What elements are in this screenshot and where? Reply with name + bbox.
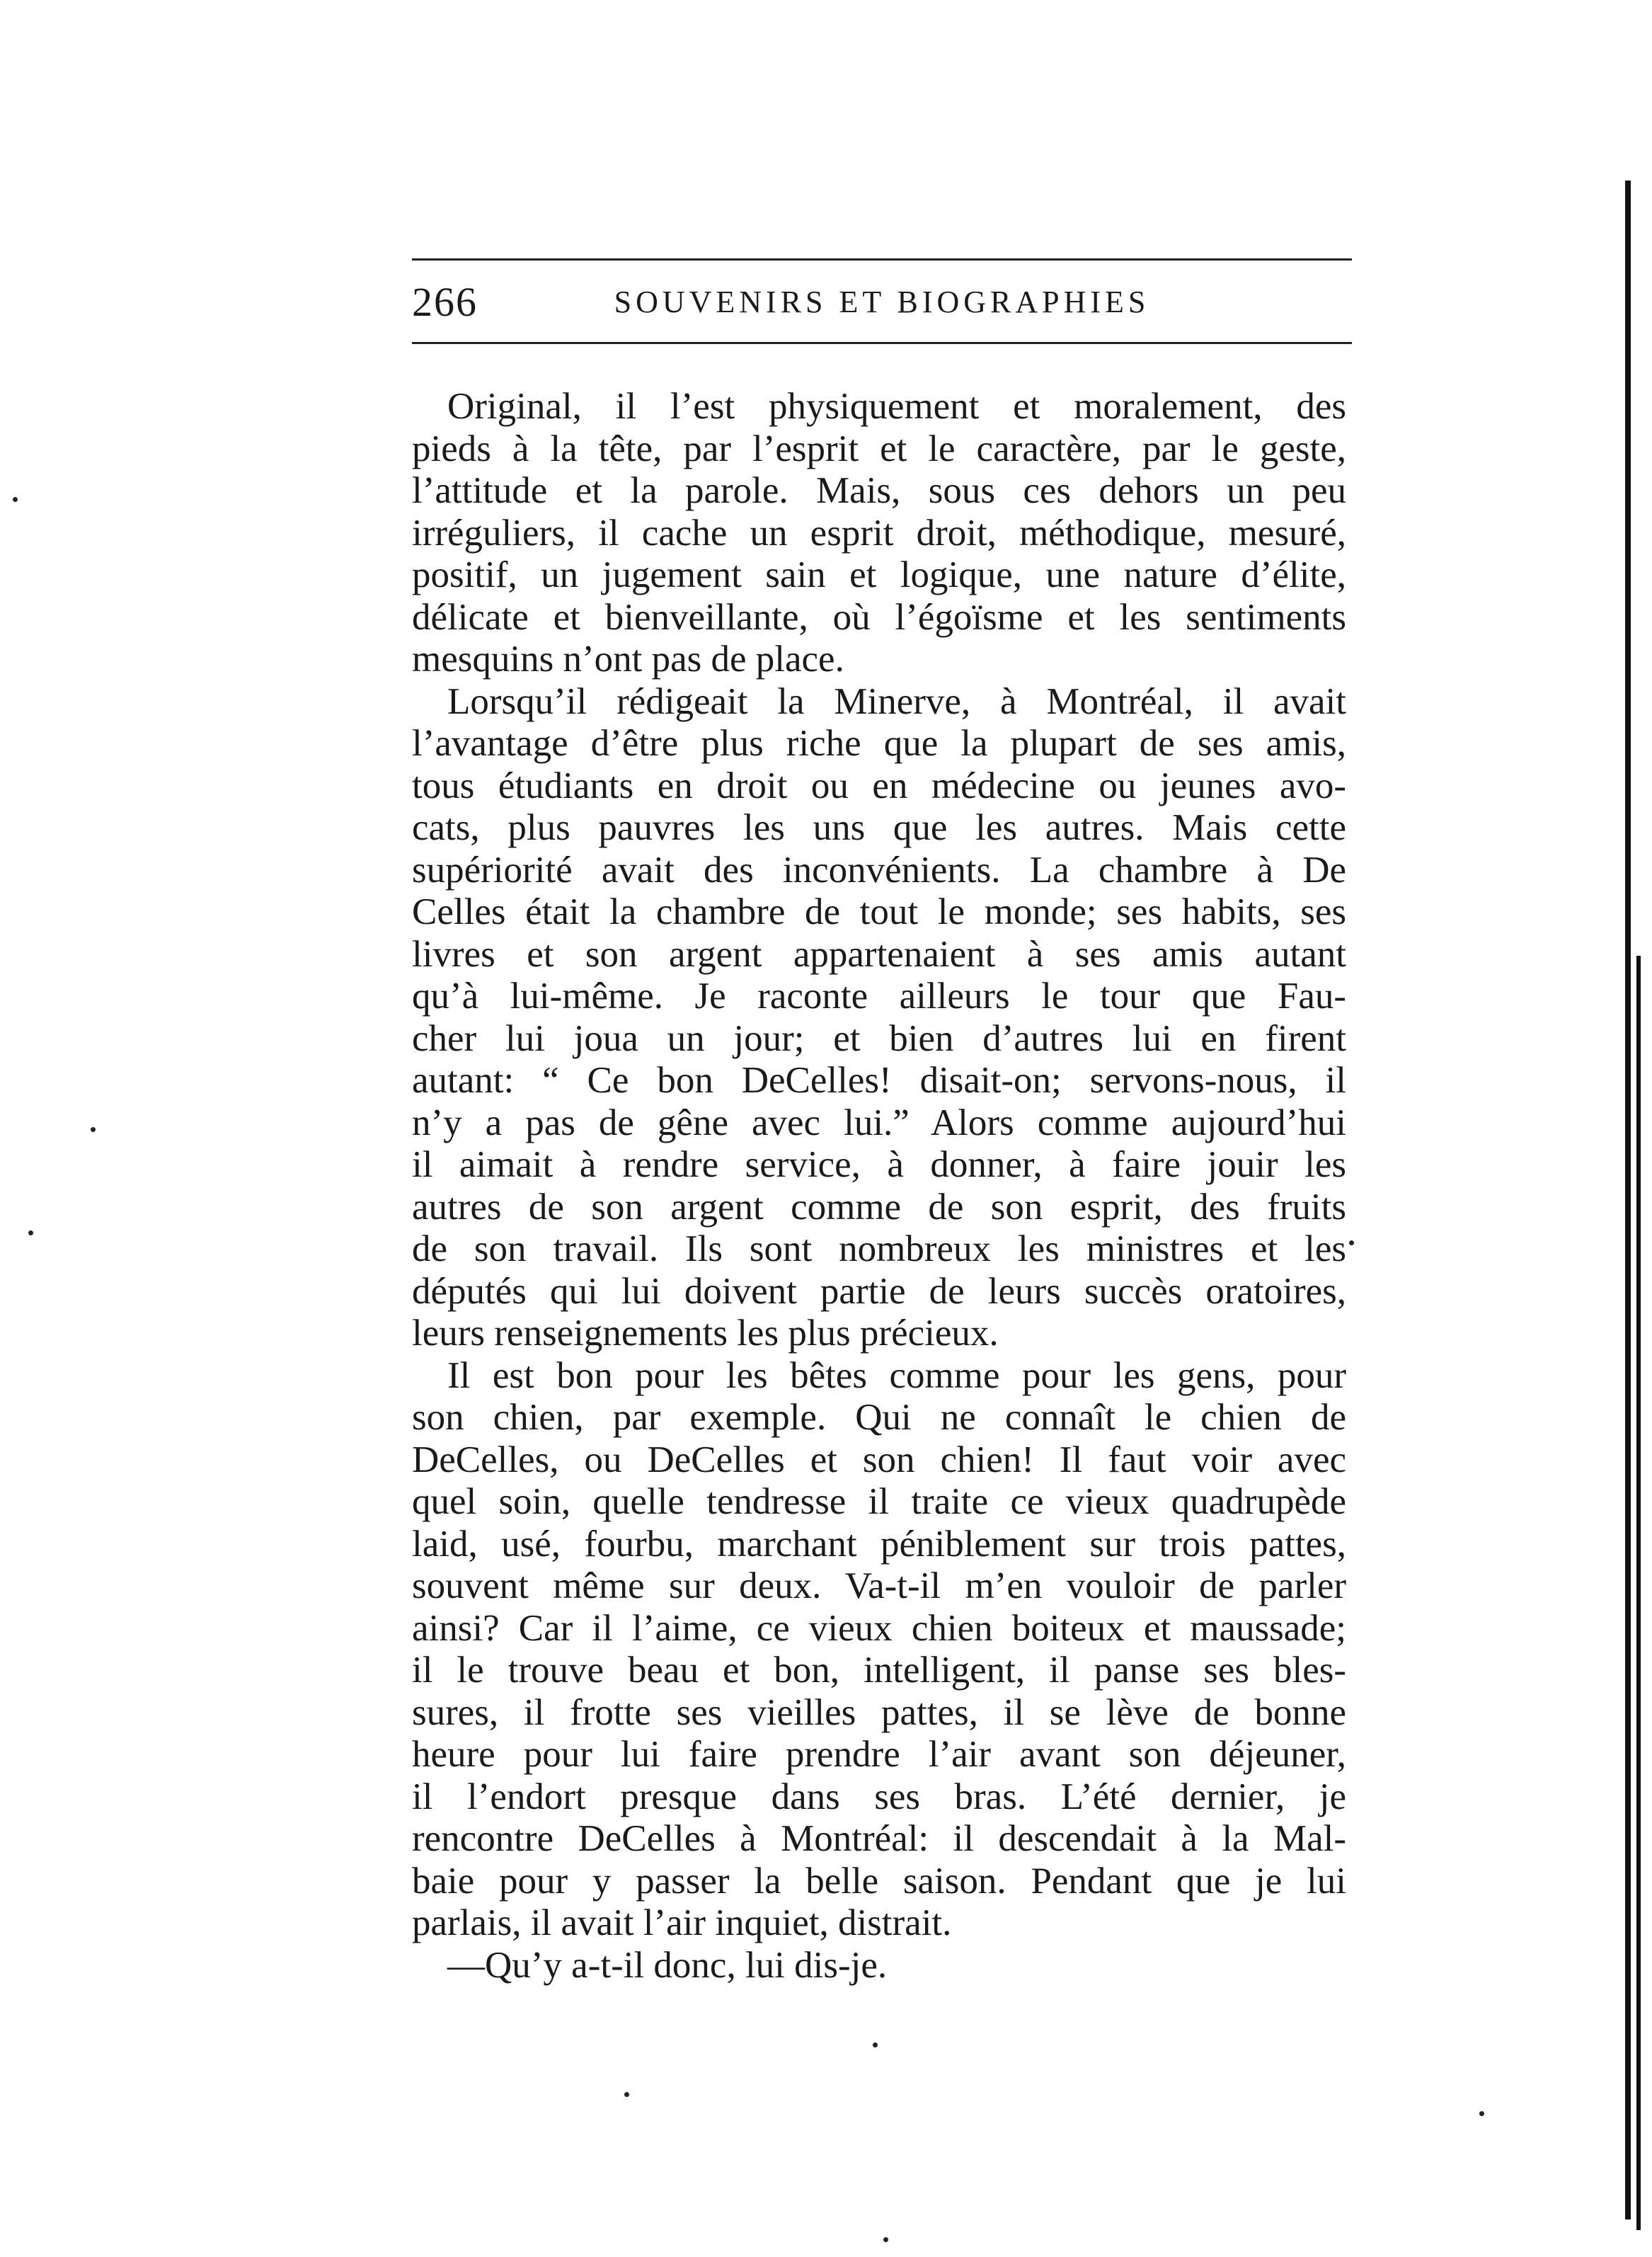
text-line: leurs renseignements les plus précieux. bbox=[412, 1313, 999, 1354]
scan-edge-bar bbox=[1636, 956, 1641, 2230]
text-line: souvent même sur deux. Va-t-il m’en vouloir de parler bbox=[412, 1565, 1346, 1606]
text-line: il aimait à rendre service, à donner, à faire jouir les bbox=[412, 1144, 1346, 1185]
text-line: l’attitude et la parole. Mais, sous ces dehors un peu bbox=[412, 470, 1346, 511]
header-rule-top bbox=[412, 258, 1352, 261]
scan-speck bbox=[28, 1230, 33, 1235]
scan-speck bbox=[91, 1127, 96, 1132]
text-line: Il est bon pour les bêtes comme pour les gens, pour bbox=[447, 1354, 1346, 1396]
text-line: délicate et bienveillante, où l’égoïsme et les sentiments bbox=[412, 596, 1346, 638]
text-line: rencontre DeCelles à Montréal: il descendait à la Mal- bbox=[412, 1818, 1346, 1859]
text-line: supériorité avait des inconvénients. La chambre à De bbox=[412, 849, 1346, 891]
scan-speck bbox=[873, 2042, 878, 2047]
text-line: ainsi? Car il l’aime, ce vieux chien boiteux et maussade; bbox=[412, 1607, 1346, 1649]
scan-speck bbox=[624, 2092, 629, 2097]
text-line: Original, il l’est physiquement et moralement, des bbox=[447, 386, 1346, 427]
text-line: laid, usé, fourbu, marchant péniblement sur trois pattes, bbox=[412, 1523, 1346, 1565]
header-rule-bottom bbox=[412, 342, 1352, 344]
text-line: heure pour lui faire prendre l’air avant son déjeuner, bbox=[412, 1734, 1346, 1775]
text-line: autres de son argent comme de son esprit, des fruits bbox=[412, 1186, 1346, 1228]
text-line: députés qui lui doivent partie de leurs succès oratoires, bbox=[412, 1270, 1346, 1312]
scan-speck bbox=[13, 497, 18, 502]
text-line: quel soin, quelle tendresse il traite ce vieux quadrupède bbox=[412, 1481, 1346, 1522]
text-line: pieds à la tête, par l’esprit et le caractère, par le geste, bbox=[412, 428, 1346, 469]
text-line: l’avantage d’être plus riche que la plupart de ses amis, bbox=[412, 723, 1346, 764]
body-text bbox=[412, 386, 1346, 1987]
text-line: DeCelles, ou DeCelles et son chien! Il faut voir avec bbox=[412, 1439, 1346, 1480]
text-line: Celles était la chambre de tout le monde; ses habits, ses bbox=[412, 891, 1346, 932]
text-line: sures, il frotte ses vieilles pattes, il se lève de bonne bbox=[412, 1691, 1346, 1733]
scan-edge-bar bbox=[1625, 181, 1631, 2219]
page-number: 266 bbox=[412, 279, 478, 325]
scan-speck bbox=[883, 2237, 888, 2242]
text-line: cats, plus pauvres les uns que les autres. Mais cette bbox=[412, 807, 1346, 848]
text-line: il l’endort presque dans ses bras. L’été dernier, je bbox=[412, 1776, 1346, 1817]
page-header bbox=[412, 270, 1352, 334]
text-line: tous étudiants en droit ou en médecine ou jeunes avo- bbox=[412, 765, 1346, 806]
text-line: n’y a pas de gêne avec lui.” Alors comme aujourd’hui bbox=[412, 1102, 1346, 1143]
text-line: livres et son argent appartenaient à ses amis autant bbox=[412, 933, 1346, 975]
text-line: positif, un jugement sain et logique, une nature d’élite, bbox=[412, 554, 1346, 595]
scan-speck bbox=[1349, 1240, 1354, 1245]
text-line: —Qu’y a-t-il donc, lui dis-je. bbox=[447, 1944, 888, 1986]
text-line: cher lui joua un jour; et bien d’autres lui en firent bbox=[412, 1017, 1346, 1059]
text-line: baie pour y passer la belle saison. Pendant que je lui bbox=[412, 1860, 1346, 1902]
text-line: il le trouve beau et bon, intelligent, il panse ses bles- bbox=[412, 1650, 1346, 1691]
text-line: mesquins n’ont pas de place. bbox=[412, 639, 844, 680]
text-line: autant: “ Ce bon DeCelles! disait-on; servons-nous, il bbox=[412, 1060, 1346, 1101]
text-line: Lorsqu’il rédigeait la Minerve, à Montréal, il avait bbox=[447, 680, 1346, 722]
running-title: SOUVENIRS ET BIOGRAPHIES bbox=[614, 285, 1150, 319]
text-line: qu’à lui-même. Je raconte ailleurs le tour que Fau- bbox=[412, 976, 1346, 1017]
scan-speck bbox=[1479, 2111, 1484, 2116]
text-line: irréguliers, il cache un esprit droit, méthodique, mesuré, bbox=[412, 512, 1346, 554]
text-line: de son travail. Ils sont nombreux les ministres et les bbox=[412, 1228, 1346, 1269]
text-line: son chien, par exemple. Qui ne connaît le chien de bbox=[412, 1397, 1346, 1438]
text-line: parlais, il avait l’air inquiet, distrait. bbox=[412, 1902, 952, 1943]
